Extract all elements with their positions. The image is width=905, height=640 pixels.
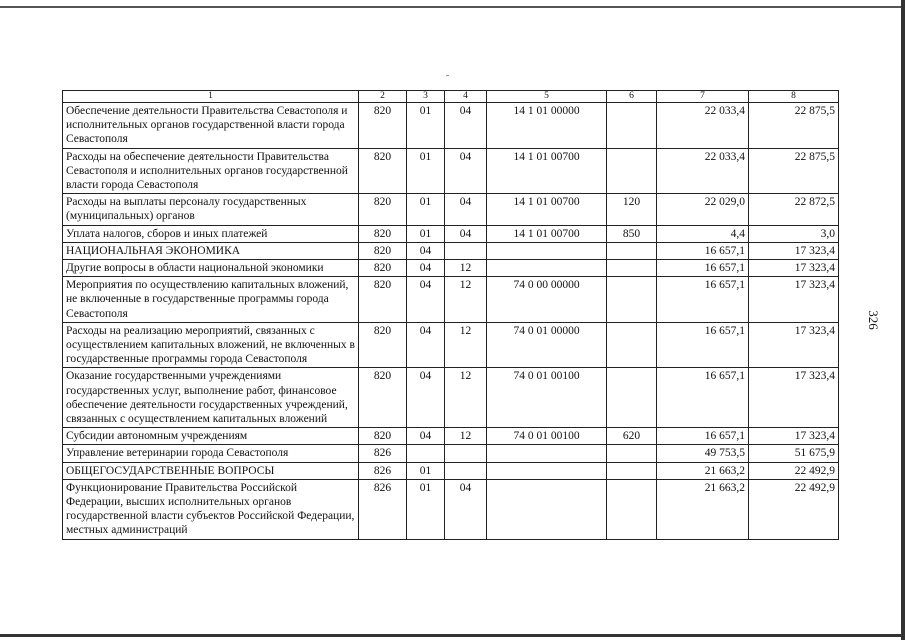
cell-subsection: 04 — [445, 148, 487, 194]
cell-section: 04 — [407, 260, 445, 277]
cell-section: 01 — [407, 103, 445, 149]
cell-amount-year1: 16 657,1 — [657, 368, 749, 428]
cell-amount-year2: 17 323,4 — [749, 368, 839, 428]
table-row — [63, 103, 839, 149]
cell-admin-code: 820 — [359, 242, 407, 259]
cell-subsection — [445, 445, 487, 462]
col-header-7: 7 — [657, 91, 749, 103]
cell-amount-year1: 16 657,1 — [657, 242, 749, 259]
cell-amount-year2: 17 323,4 — [749, 322, 839, 368]
cell-expense-type: 620 — [607, 428, 657, 445]
cell-subsection: 12 — [445, 368, 487, 428]
cell-target-article: 14 1 01 00700 — [487, 148, 607, 194]
table-row — [63, 194, 839, 225]
table-row — [63, 479, 839, 539]
cell-amount-year1: 4,4 — [657, 225, 749, 242]
cell-name: Обеспечение деятельности Правительства Севастополя и исполнительных органов государственной власти города Севастополя — [63, 103, 359, 149]
cell-expense-type — [607, 260, 657, 277]
cell-target-article: 74 0 01 00100 — [487, 368, 607, 428]
cell-target-article: 74 0 01 00100 — [487, 428, 607, 445]
cell-subsection: 12 — [445, 260, 487, 277]
table-row — [63, 148, 839, 194]
cell-admin-code: 820 — [359, 368, 407, 428]
cell-section: 04 — [407, 428, 445, 445]
cell-section: 01 — [407, 148, 445, 194]
cell-target-article — [487, 260, 607, 277]
col-header-4: 4 — [445, 91, 487, 103]
cell-section: 01 — [407, 225, 445, 242]
cell-amount-year1: 22 033,4 — [657, 103, 749, 149]
cell-amount-year1: 22 033,4 — [657, 148, 749, 194]
cell-expense-type — [607, 103, 657, 149]
table-row — [63, 322, 839, 368]
cell-amount-year1: 16 657,1 — [657, 277, 749, 323]
cell-expense-type: 850 — [607, 225, 657, 242]
col-header-2: 2 — [359, 91, 407, 103]
col-header-6: 6 — [607, 91, 657, 103]
cell-expense-type — [607, 322, 657, 368]
cell-amount-year1: 16 657,1 — [657, 260, 749, 277]
cell-name: Расходы на выплаты персоналу государственных (муниципальных) органов — [63, 194, 359, 225]
table-row — [63, 225, 839, 242]
cell-amount-year2: 22 492,9 — [749, 462, 839, 479]
cell-target-article: 14 1 01 00000 — [487, 103, 607, 149]
cell-admin-code: 820 — [359, 225, 407, 242]
cell-target-article — [487, 462, 607, 479]
scan-frame-top — [0, 6, 905, 8]
cell-name: Оказание государственными учреждениями государственных услуг, выполнение работ, финансовое обеспечение деятельности государственных учреждений, связанных с осуществлением капитальных вложений — [63, 368, 359, 428]
table-row — [63, 260, 839, 277]
cell-admin-code: 820 — [359, 194, 407, 225]
cell-expense-type — [607, 462, 657, 479]
cell-expense-type — [607, 148, 657, 194]
cell-target-article: 14 1 01 00700 — [487, 194, 607, 225]
cell-amount-year1: 21 663,2 — [657, 462, 749, 479]
cell-section: 04 — [407, 277, 445, 323]
cell-name: НАЦИОНАЛЬНАЯ ЭКОНОМИКА — [63, 242, 359, 259]
cell-admin-code: 826 — [359, 479, 407, 539]
cell-amount-year1: 21 663,2 — [657, 479, 749, 539]
cell-section — [407, 445, 445, 462]
cell-expense-type — [607, 445, 657, 462]
table-row — [63, 242, 839, 259]
cell-amount-year1: 16 657,1 — [657, 322, 749, 368]
cell-admin-code: 820 — [359, 260, 407, 277]
cell-name: Расходы на реализацию мероприятий, связанных с осуществлением капитальных вложений, не включенных в государственные программы города Севастополя — [63, 322, 359, 368]
cell-subsection — [445, 462, 487, 479]
cell-admin-code: 820 — [359, 148, 407, 194]
cell-name: Функционирование Правительства Российской Федерации, высших исполнительных органов государственной власти субъектов Российской Федерации, местных администраций — [63, 479, 359, 539]
cell-name: Расходы на обеспечение деятельности Правительства Севастополя и исполнительных органов государственной власти города Севастополя — [63, 148, 359, 194]
cell-target-article: 74 0 00 00000 — [487, 277, 607, 323]
cell-name: Субсидии автономным учреждениям — [63, 428, 359, 445]
cell-section: 01 — [407, 462, 445, 479]
cell-amount-year2: 17 323,4 — [749, 242, 839, 259]
cell-subsection: 04 — [445, 225, 487, 242]
cell-expense-type — [607, 368, 657, 428]
cell-section: 01 — [407, 479, 445, 539]
cell-subsection — [445, 242, 487, 259]
col-header-5: 5 — [487, 91, 607, 103]
cell-name: Другие вопросы в области национальной экономики — [63, 260, 359, 277]
cell-amount-year2: 3,0 — [749, 225, 839, 242]
cell-section: 01 — [407, 194, 445, 225]
cell-amount-year2: 17 323,4 — [749, 428, 839, 445]
scan-frame-right — [901, 0, 905, 640]
cell-admin-code: 820 — [359, 103, 407, 149]
cell-subsection: 12 — [445, 322, 487, 368]
cell-amount-year2: 22 492,9 — [749, 479, 839, 539]
cell-section: 04 — [407, 322, 445, 368]
cell-amount-year2: 22 872,5 — [749, 194, 839, 225]
cell-admin-code: 826 — [359, 445, 407, 462]
cell-target-article: 14 1 01 00700 — [487, 225, 607, 242]
cell-admin-code: 826 — [359, 462, 407, 479]
cell-target-article: 74 0 01 00000 — [487, 322, 607, 368]
cell-admin-code: 820 — [359, 322, 407, 368]
cell-expense-type — [607, 277, 657, 323]
cell-amount-year1: 22 029,0 — [657, 194, 749, 225]
scan-frame-bottom — [0, 634, 905, 637]
scan-artifact — [446, 75, 449, 76]
cell-subsection: 12 — [445, 277, 487, 323]
table-row — [63, 428, 839, 445]
cell-name: ОБЩЕГОСУДАРСТВЕННЫЕ ВОПРОСЫ — [63, 462, 359, 479]
cell-section: 04 — [407, 368, 445, 428]
cell-target-article — [487, 479, 607, 539]
table-row — [63, 368, 839, 428]
cell-amount-year2: 22 875,5 — [749, 148, 839, 194]
col-header-3: 3 — [407, 91, 445, 103]
table-row — [63, 277, 839, 323]
cell-name: Мероприятия по осуществлению капитальных вложений, не включенные в государственные программы города Севастополя — [63, 277, 359, 323]
cell-subsection: 12 — [445, 428, 487, 445]
page-number: 326 — [866, 310, 881, 330]
header-row — [63, 91, 839, 103]
cell-section: 04 — [407, 242, 445, 259]
table-row — [63, 445, 839, 462]
cell-name: Управление ветеринарии города Севастополя — [63, 445, 359, 462]
cell-target-article — [487, 242, 607, 259]
cell-amount-year2: 17 323,4 — [749, 277, 839, 323]
col-header-8: 8 — [749, 91, 839, 103]
cell-admin-code: 820 — [359, 428, 407, 445]
table-row — [63, 462, 839, 479]
cell-admin-code: 820 — [359, 277, 407, 323]
cell-expense-type — [607, 479, 657, 539]
cell-name: Уплата налогов, сборов и иных платежей — [63, 225, 359, 242]
cell-amount-year2: 51 675,9 — [749, 445, 839, 462]
col-header-1: 1 — [63, 91, 359, 103]
cell-amount-year1: 49 753,5 — [657, 445, 749, 462]
cell-amount-year2: 22 875,5 — [749, 103, 839, 149]
cell-subsection: 04 — [445, 194, 487, 225]
budget-table — [62, 90, 839, 540]
cell-subsection: 04 — [445, 103, 487, 149]
cell-amount-year2: 17 323,4 — [749, 260, 839, 277]
table-body — [63, 103, 839, 540]
cell-expense-type: 120 — [607, 194, 657, 225]
cell-subsection: 04 — [445, 479, 487, 539]
cell-expense-type — [607, 242, 657, 259]
cell-amount-year1: 16 657,1 — [657, 428, 749, 445]
cell-target-article — [487, 445, 607, 462]
